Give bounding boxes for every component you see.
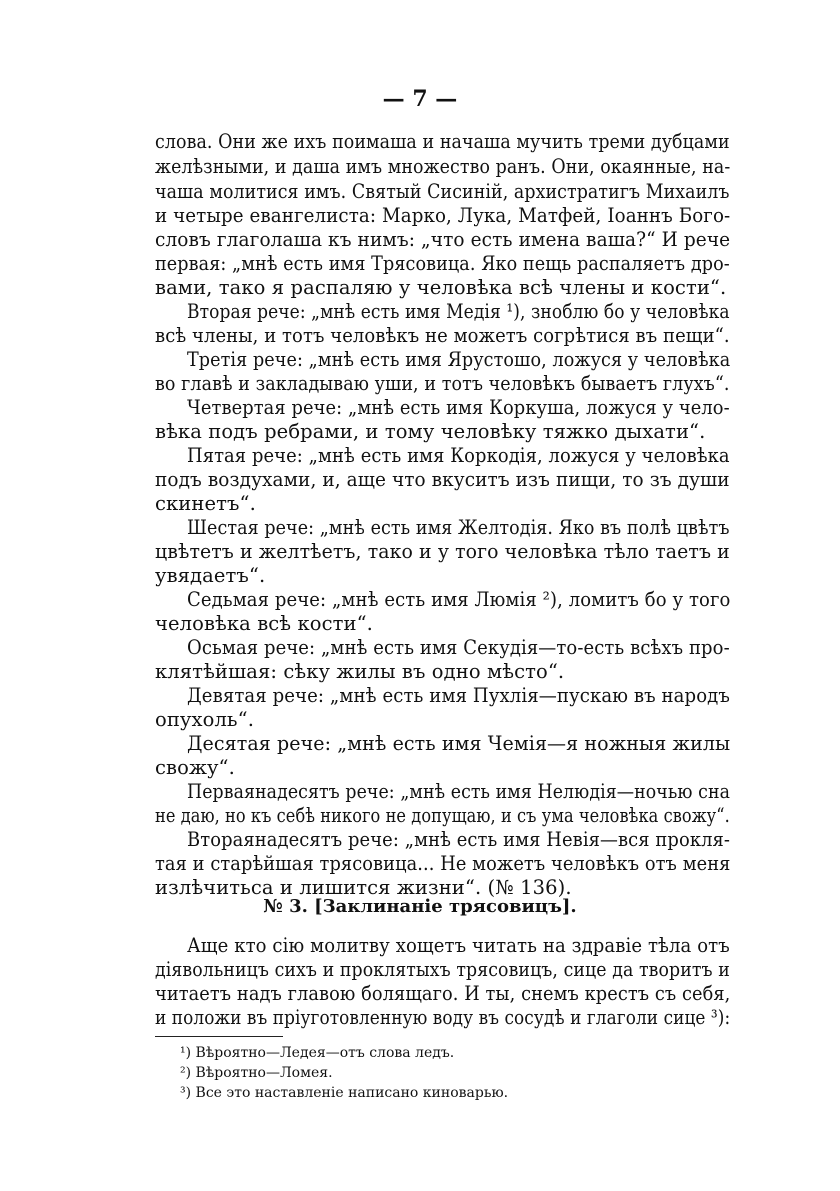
text-line: Седьмая рече: „мнѣ есть имя Люмія ²), ломитъ бо у того [187,588,731,611]
text-line: и положи въ пріуготовленную воду въ сосудѣ и глаголи сице ³): [155,1006,731,1029]
text-line: Втораянадесятъ рече: „мнѣ есть имя Невія—вся прокля- [187,828,731,851]
text-line: во главѣ и закладываю уши, и тотъ человѣкъ бываетъ глухъ“. [155,372,730,395]
text-line: Аще кто сію молитву хощетъ читать на здравіе тѣла отъ [187,934,730,957]
text-line: читаетъ надъ главою болящаго. И ты, снемъ крестъ съ себя, [155,982,731,1005]
text-line: всѣ члены, и тотъ человѣкъ не можетъ согрѣтися въ пещи“. [155,324,730,347]
footnote: ²) Вѣроятно—Ломея. [180,1065,333,1081]
text-line: словъ глаголаша къ нимъ: „что есть имена ваша?“ И рече [155,228,731,251]
text-line: свожу“. [155,756,235,779]
section-heading: № 3. [Заклинаніе трясовицъ]. [263,896,577,917]
text-line: и четыре евангелиста: Марко, Лука, Матфей, Іоаннъ Бого- [155,204,731,227]
text-line: подъ воздухами, и, аще что вкуситъ изъ пищи, то зъ души [155,468,730,491]
footnote: ³) Все это наставленіе написано киноварью. [180,1085,509,1101]
text-line: человѣка всѣ кости“. [155,612,373,635]
text-line: первая: „мнѣ есть имя Трясовица. Яко пещь распаляетъ дро- [155,252,730,275]
text-line: Пятая рече: „мнѣ есть имя Коркодія, ложуся у человѣка [187,444,730,467]
text-line: увядаетъ“. [155,564,266,587]
text-line: желѣзными, и даша имъ множество ранъ. Они, окаянные, на- [155,155,731,178]
text-line: Шестая рече: „мнѣ есть имя Желтодія. Яко въ полѣ цвѣтъ [187,516,730,539]
text-line: излѣчитьса и лишится жизни“. (№ 136). [155,876,572,899]
text-line: Перваянадесятъ рече: „мнѣ есть имя Нелюдія—ночью сна [187,780,731,803]
text-line: тая и старѣйшая трясовица... Не можетъ человѣкъ отъ меня [155,852,731,875]
text-line: слова. Они же ихъ поимаша и начаша мучить треми дубцами [155,130,730,153]
page-number: — 7 — [382,86,458,112]
text-line: не даю, но къ себѣ никого не допущаю, и съ ума человѣка свожу“. [155,804,730,827]
text-line: Третія рече: „мнѣ есть имя Ярустошо, ложуся у человѣка [187,348,731,371]
text-line: Осьмая рече: „мнѣ есть имя Секудія—то-есть всѣхъ про- [187,636,730,659]
footnote-divider [155,1036,283,1037]
text-line: клятѣйшая: сѣку жилы въ одно мѣсто“. [155,660,565,683]
text-line: скинетъ“. [155,492,256,515]
text-line: опухоль“. [155,708,255,731]
text-line: чаша молитися имъ. Святый Сисиній, архистратигъ Михаилъ [155,180,730,203]
text-line: Десятая рече: „мнѣ есть имя Чемія—я ножныя жилы [187,732,731,755]
text-line: діявольницъ сихъ и проклятыхъ трясовицъ, сице да творитъ и [155,958,730,981]
footnote: ¹) Вѣроятно—Ледея—отъ слова ледъ. [180,1045,455,1061]
text-line: Вторая рече: „мнѣ есть имя Медія ¹), зноблю бо у человѣка [187,300,730,323]
text-line: цвѣтетъ и желтѣетъ, тако и у того человѣка тѣло таетъ и [155,540,730,563]
text-line: вѣка подъ ребрами, и тому человѣку тяжко дыхати“. [155,420,706,443]
text-line: Четвертая рече: „мнѣ есть имя Коркуша, ложуся у чело- [187,396,730,419]
text-line: Девятая рече: „мнѣ есть имя Пухлія—пускаю въ народъ [187,684,730,707]
text-line: вами, тако я распаляю у человѣка всѣ члены и кости“. [155,276,727,299]
